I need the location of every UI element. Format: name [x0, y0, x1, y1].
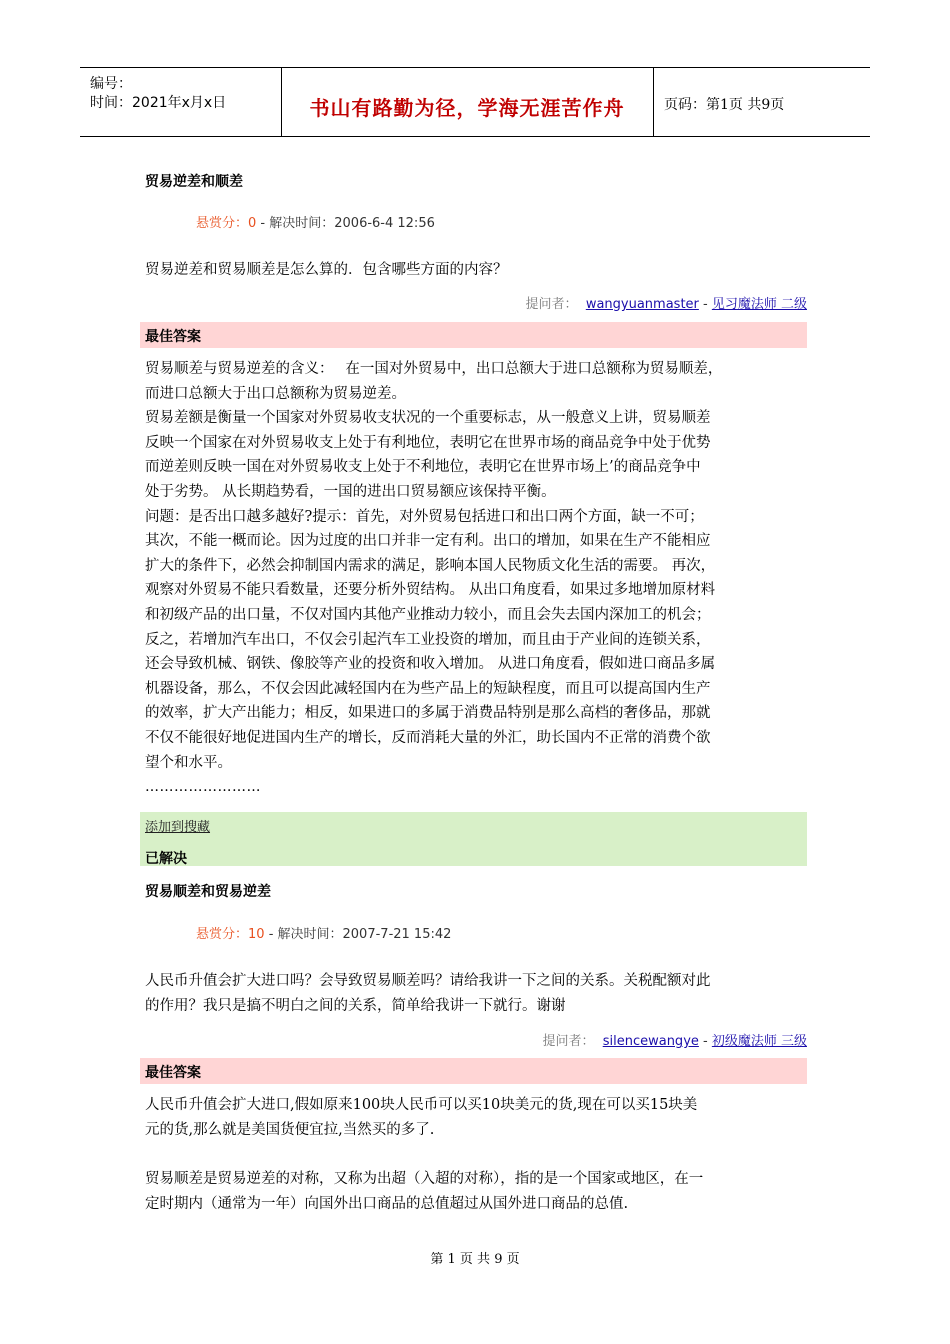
answer-line: 扩大的条件下，必然会抑制国内需求的满足，影响本国人民物质文化生活的需要。 再次，	[145, 557, 716, 574]
asker-separator: -	[698, 1034, 712, 1049]
header-page-cell	[654, 68, 870, 136]
answer-line: 贸易差额是衡量一个国家对外贸易收支状况的一个重要标志，从一般意义上讲，贸易顺差	[145, 410, 711, 427]
answer-line: 观察对外贸易不能只看数量，还要分析外贸结构。 从出口角度看，如果过多地增加原材料	[145, 582, 716, 599]
solved-time: - 解决时间：2007-7-21 15:42	[264, 927, 452, 942]
answer-line: 和初级产品的出口量，不仅对国内其他产业推动力较小，而且会失去国内深加工的机会；	[145, 606, 711, 623]
best-answer-bar	[140, 322, 807, 348]
reward-label: 悬赏分：	[196, 927, 249, 942]
answer-line: 的效率，扩大产出能力；相反，如果进口的多属于消费品特别是那么高档的奢侈品，那就	[145, 705, 711, 722]
best-answer-bar	[140, 1058, 807, 1084]
asker-line	[526, 293, 807, 312]
asker-separator: -	[698, 297, 712, 312]
answer-line: 而进口总额大于出口总额称为贸易逆差。	[145, 385, 406, 402]
question-text: 贸易逆差和贸易顺差是怎么算的．包含哪些方面的内容？	[145, 262, 508, 278]
add-to-favorites-link[interactable]: 添加到搜藏	[145, 820, 211, 835]
document-header	[80, 67, 870, 137]
ellipsis-dots: ……………………	[145, 779, 261, 795]
question-title: 贸易顺差和贸易逆差	[145, 884, 271, 900]
asker-name-link[interactable]: silencewangye	[602, 1034, 699, 1049]
answer-line: 人民币升值会扩大进口,假如原来100块人民币可以买10块美元的货,现在可以买15块美	[145, 1097, 698, 1113]
answer-line: 反映一个国家在对外贸易收支上处于有利地位，表明它在世界市场的商品竞争中处于优势	[145, 434, 711, 451]
answer-line: 定时期内（通常为一年）向国外出口商品的总值超过从国外进口商品的总值.	[145, 1195, 629, 1212]
answer-line: 不仅不能很好地促进国内生产的增长，反而消耗大量的外汇，助长国内不正常的消费个欲	[145, 729, 711, 746]
best-answer-label: 最佳答案	[145, 329, 201, 345]
question-line: 的作用？我只是搞不明白之间的关系，简单给我讲一下就行。谢谢	[145, 997, 566, 1014]
answer-body	[145, 1167, 807, 1216]
actions-bar	[140, 812, 807, 866]
answer-line: 还会导致机械、钢铁、像胶等产业的投资和收入增加。 从进口角度看，假如进口商品多属	[145, 656, 716, 673]
question-text	[145, 969, 807, 1018]
asker-label: 提问者：	[542, 1034, 595, 1049]
document-number-label: 编号：	[90, 76, 132, 92]
answer-line: 其次，不能一概而论。因为过度的出口并非一定有利。出口的增加，如果在生产不能相应	[145, 533, 711, 550]
header-motto: 书山有路勤为径，学海无涯苦作舟	[309, 96, 625, 120]
document-time-label: 时间：2021年x月x日	[90, 95, 227, 111]
reward-value: 0	[248, 216, 257, 231]
answer-body	[145, 1093, 807, 1142]
reward-line	[196, 212, 435, 231]
answer-line: 望个和水平。	[145, 754, 232, 771]
answer-line: 反之，若增加汽车出口，不仅会引起汽车工业投资的增加，而且由于产业间的连锁关系，	[145, 631, 711, 648]
asker-name-link[interactable]: wangyuanmaster	[585, 297, 699, 312]
answer-line: 元的货,那么就是美国货便宜拉,当然买的多了.	[145, 1121, 435, 1138]
header-page-number: 页码：第1页 共9页	[664, 97, 785, 113]
solved-label: 已解决	[145, 851, 187, 867]
page-footer: 第 1 页 共 9 页	[430, 1252, 520, 1267]
question-title: 贸易逆差和顺差	[145, 174, 243, 190]
answer-line: 贸易顺差与贸易逆差的含义： 在一国对外贸易中，出口总额大于进口总额称为贸易顺差，	[145, 361, 723, 377]
answer-line: 处于劣势。 从长期趋势看，一国的进出口贸易额应该保持平衡。	[145, 483, 556, 500]
header-meta-cell	[80, 68, 282, 136]
header-motto-cell	[281, 68, 654, 136]
reward-value: 10	[248, 927, 265, 942]
answer-line: 贸易顺差是贸易逆差的对称，又称为出超（入超的对称），指的是一个国家或地区，在一	[145, 1171, 704, 1187]
answer-line: 问题：是否出口越多越好?提示：首先，对外贸易包括进口和出口两个方面，缺一不可；	[145, 508, 704, 525]
reward-line	[196, 923, 451, 942]
asker-line	[542, 1030, 807, 1049]
question-line: 人民币升值会扩大进口吗？会导致贸易顺差吗？请给我讲一下之间的关系。关税配额对此	[145, 973, 711, 989]
asker-level-link[interactable]: 见习魔法师 二级	[711, 297, 807, 312]
solved-time: - 解决时间：2006-6-4 12:56	[256, 216, 435, 231]
answer-line: 机器设备，那么，不仅会因此减轻国内在为些产品上的短缺程度，而且可以提高国内生产	[145, 680, 711, 697]
answer-body	[145, 357, 807, 775]
asker-level-link[interactable]: 初级魔法师 三级	[711, 1034, 807, 1049]
answer-line: 而逆差则反映一国在对外贸易收支上处于不利地位，表明它在世界市场上’的商品竞争中	[145, 459, 701, 476]
best-answer-label: 最佳答案	[145, 1065, 201, 1081]
asker-label: 提问者：	[525, 297, 578, 312]
reward-label: 悬赏分：	[196, 216, 249, 231]
